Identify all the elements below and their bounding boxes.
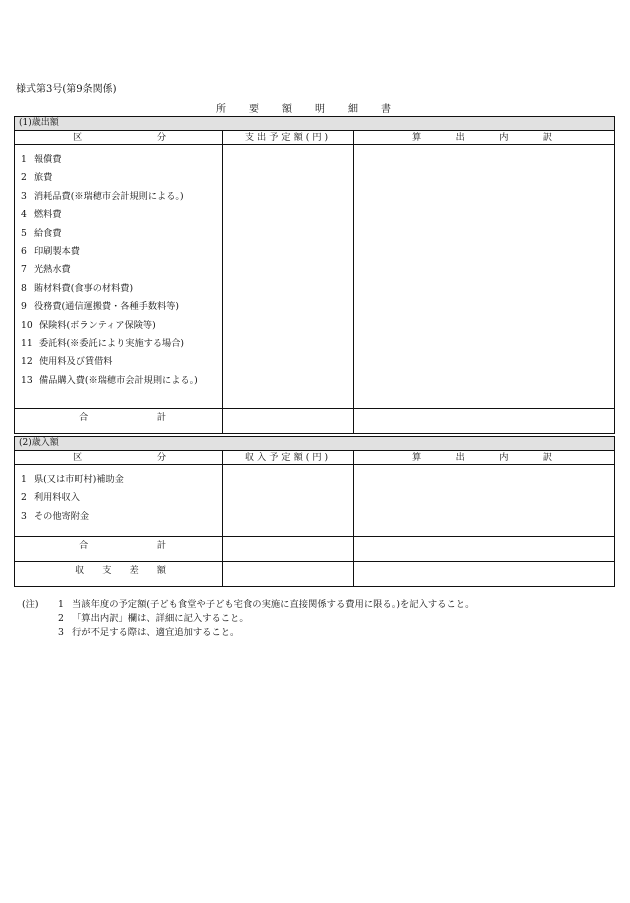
income-col-breakdown-c: 内 <box>499 452 509 463</box>
expense-item-label: 使用料及び賃借料 <box>39 356 113 368</box>
expense-item <box>21 243 222 261</box>
expense-item <box>21 335 222 353</box>
expense-item-number: 2 <box>21 172 27 184</box>
income-section-label: (2)歳入額 <box>15 437 615 451</box>
expense-item-number: 6 <box>21 245 27 257</box>
expense-item-label: 給食費 <box>34 227 62 239</box>
expense-items-cell <box>15 145 223 409</box>
balance-breakdown[interactable] <box>354 562 615 587</box>
expense-item-number: 12 <box>21 356 33 368</box>
note-text: 当該年度の予定額(子ども食堂や子ども宅食の実施に直接関係する費用に限る。)を記入すること。 <box>72 599 475 610</box>
expense-item-number: 3 <box>21 190 27 202</box>
income-item-label: 利用料収入 <box>34 492 80 504</box>
document-title <box>0 100 630 115</box>
income-col-breakdown <box>354 451 615 465</box>
expense-col-amount: 支出予定額(円) <box>223 131 354 145</box>
expense-item <box>21 206 222 224</box>
expense-col-kubun-a: 区 <box>73 132 83 143</box>
note-text: 行が不足する際は、適宜追加すること。 <box>72 627 240 638</box>
expense-item-label: 印刷製本費 <box>34 245 80 257</box>
expense-col-kubun <box>15 131 223 145</box>
income-col-kubun-a: 区 <box>73 452 83 463</box>
note-label <box>22 626 58 640</box>
note-text: 「算出内訳」欄は、詳細に記入すること。 <box>72 613 249 624</box>
expense-col-breakdown-a: 算 <box>412 132 422 143</box>
expense-item <box>21 372 222 390</box>
expense-item-number: 11 <box>21 337 33 349</box>
note-label <box>22 612 58 626</box>
balance-d: 額 <box>156 565 166 576</box>
income-item-label: その他寄附金 <box>34 510 90 522</box>
expense-item-label: 光熱水費 <box>34 264 71 276</box>
expense-total-amount[interactable] <box>223 409 354 434</box>
income-item <box>21 508 222 526</box>
balance-amount[interactable] <box>223 562 354 587</box>
income-item-number: 3 <box>21 510 27 522</box>
expense-item-number: 7 <box>21 264 27 276</box>
income-item-number: 1 <box>21 474 27 485</box>
expense-col-breakdown <box>354 131 615 145</box>
income-total-a: 合 <box>79 540 89 551</box>
income-col-kubun-b: 分 <box>156 452 166 463</box>
income-col-amount: 収入予定額(円) <box>223 451 354 465</box>
expense-item-number: 13 <box>21 374 33 386</box>
expense-item-number: 9 <box>21 301 27 313</box>
expense-total-b: 計 <box>156 412 166 423</box>
income-col-breakdown-a: 算 <box>412 452 422 463</box>
note-row <box>22 598 474 612</box>
income-breakdown-cell[interactable] <box>354 465 615 537</box>
expense-item-number: 5 <box>21 227 27 239</box>
income-total-breakdown[interactable] <box>354 537 615 562</box>
expense-item-label: 報償費 <box>34 154 62 165</box>
note-label: (注) <box>22 599 39 610</box>
balance-b: 支 <box>102 565 112 576</box>
expense-item-number: 8 <box>21 282 27 294</box>
expense-item <box>21 317 222 335</box>
expense-total-a: 合 <box>79 412 89 423</box>
expense-col-breakdown-c: 内 <box>499 132 509 143</box>
expense-breakdown-cell[interactable] <box>354 145 615 409</box>
expense-item-number: 1 <box>21 154 27 165</box>
expense-item-label: 委託料(※委託により実施する場合) <box>39 337 184 349</box>
expense-item <box>21 151 222 169</box>
income-total-amount[interactable] <box>223 537 354 562</box>
income-item <box>21 489 222 507</box>
income-col-breakdown-d: 訳 <box>542 452 553 463</box>
expense-item <box>21 280 222 298</box>
balance-c: 差 <box>129 565 139 576</box>
income-item-label: 県(又は市町村)補助金 <box>34 474 124 485</box>
income-item <box>21 471 222 489</box>
income-col-breakdown-b: 出 <box>455 452 465 463</box>
income-table <box>14 436 615 587</box>
expense-total-breakdown[interactable] <box>354 409 615 434</box>
expense-col-breakdown-d: 訳 <box>542 132 553 143</box>
expense-item-list <box>21 151 222 390</box>
expense-section-label: (1)歳出額 <box>15 117 615 131</box>
balance-a: 収 <box>75 565 85 576</box>
income-total-b: 計 <box>156 540 166 551</box>
expense-col-breakdown-b: 出 <box>455 132 465 143</box>
form-number: 様式第3号(第9条関係) <box>16 84 117 95</box>
expense-item <box>21 261 222 279</box>
expense-item <box>21 298 222 316</box>
expense-item-label: 旅費 <box>34 172 53 184</box>
expense-amount-cell[interactable] <box>223 145 354 409</box>
balance-label <box>15 562 223 587</box>
note-number: 3 <box>58 627 64 638</box>
expense-total-label <box>15 409 223 434</box>
document-title-text: 所要額明細書 <box>216 104 414 115</box>
expense-item-label: 役務費(通信運搬費・各種手数料等) <box>34 301 179 313</box>
expense-item <box>21 225 222 243</box>
note-row <box>22 626 474 640</box>
expense-item <box>21 353 222 371</box>
expense-item <box>21 188 222 206</box>
expense-item <box>21 169 222 187</box>
income-item-list <box>21 471 222 526</box>
expense-item-label: 賄材料費(食事の材料費) <box>34 282 134 294</box>
expense-item-number: 4 <box>21 209 27 221</box>
note-row <box>22 612 474 626</box>
note-number: 1 <box>58 599 64 610</box>
income-col-kubun <box>15 451 223 465</box>
income-item-number: 2 <box>21 492 27 504</box>
expense-item-label: 備品購入費(※瑞穂市会計規則による。) <box>39 374 198 386</box>
note-number: 2 <box>58 613 64 624</box>
income-amount-cell[interactable] <box>223 465 354 537</box>
expense-table <box>14 116 615 434</box>
income-items-cell <box>15 465 223 537</box>
notes <box>22 598 474 640</box>
expense-item-label: 消耗品費(※瑞穂市会計規則による。) <box>34 190 184 202</box>
expense-col-kubun-b: 分 <box>156 132 166 143</box>
expense-item-label: 保険料(ボランティア保険等) <box>39 319 156 331</box>
income-total-label <box>15 537 223 562</box>
expense-item-label: 燃料費 <box>34 209 62 221</box>
expense-item-number: 10 <box>21 319 33 331</box>
